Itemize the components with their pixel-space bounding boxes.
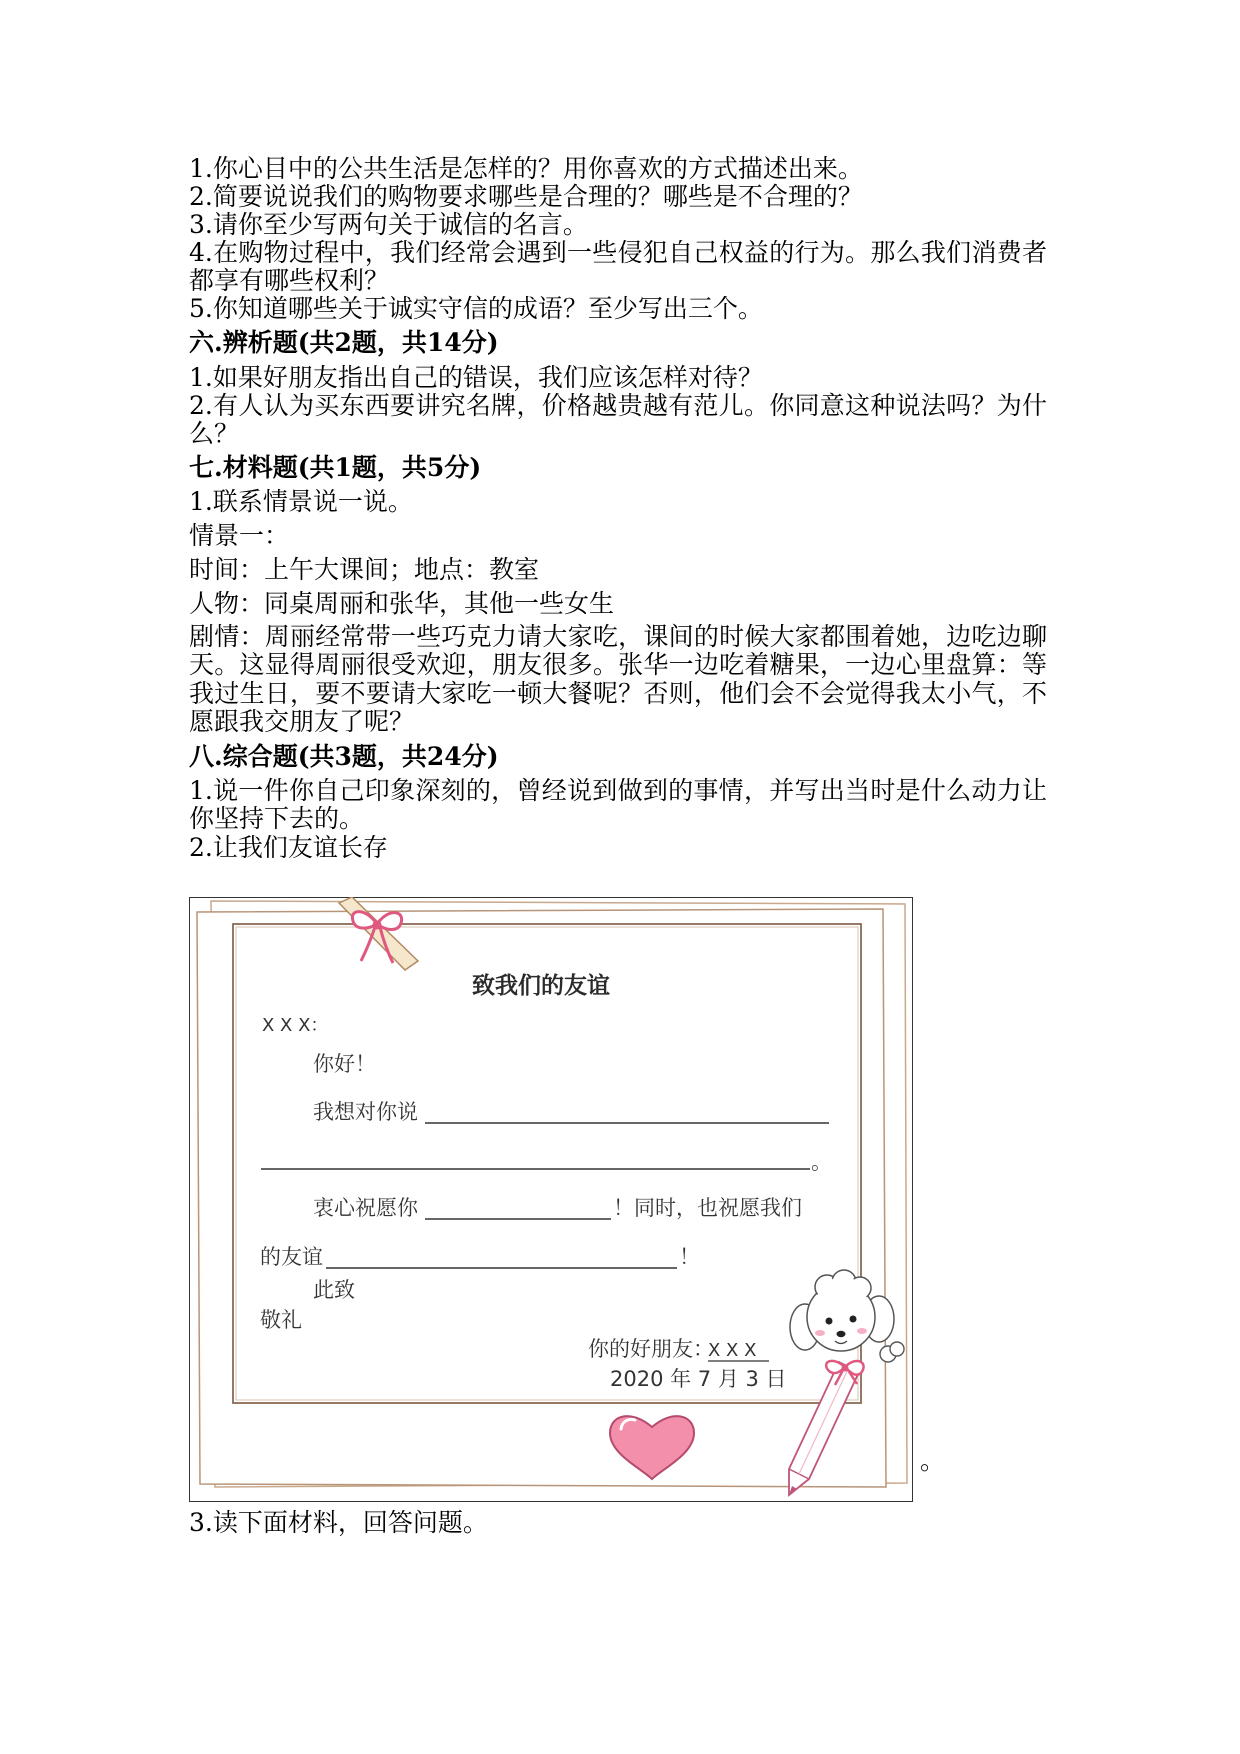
- letter-friendship-prefix: 的友谊: [260, 1245, 323, 1269]
- letter-title: 致我们的友谊: [472, 973, 610, 999]
- after-image-period: 。: [920, 1446, 946, 1475]
- s6-question-1: 1.如果好朋友指出自己的错误，我们应该怎样对待？: [189, 363, 763, 392]
- letter-wish-prefix: 衷心祝愿你: [313, 1196, 418, 1220]
- letter-friendship-end: ！: [679, 1245, 700, 1269]
- s8-question-1-line-2: 你坚持下去的。: [189, 804, 365, 833]
- letter-closing-1: 此致: [313, 1278, 355, 1302]
- letter-signature-label: 你的好朋友：: [588, 1337, 714, 1361]
- s8-question-3: 3.读下面材料，回答问题。: [189, 1508, 488, 1537]
- s5-question-5: 5.你知道哪些关于诚实守信的成语？至少写出三个。: [189, 294, 763, 323]
- s7-scene-plot-line-1: 剧情：周丽经常带一些巧克力请大家吃，课间的时候大家都围着她，边吃边聊: [189, 622, 1047, 651]
- letter-greeting: 你好！: [313, 1052, 376, 1076]
- s6-question-2-line-2: 么？: [189, 419, 240, 448]
- letter-closing-2: 敬礼: [260, 1308, 302, 1332]
- section-8-heading: 八.综合题(共3题，共24分): [189, 742, 499, 771]
- friendship-letter-image: [189, 897, 913, 1502]
- s5-question-4-line-2: 都享有哪些权利？: [189, 266, 390, 295]
- s7-scene-label: 情景一：: [189, 521, 290, 550]
- s5-question-2: 2.简要说说我们的购物要求哪些是合理的？哪些是不合理的？: [189, 182, 863, 211]
- s8-question-2: 2.让我们友谊长存: [189, 833, 388, 862]
- s8-question-1-line-1: 1.说一件你自己印象深刻的，曾经说到做到的事情，并写出当时是什么动力让: [189, 776, 1047, 805]
- letter-wish-suffix: ！同时，也祝愿我们: [613, 1196, 802, 1220]
- s5-question-4-line-1: 4.在购物过程中，我们经常会遇到一些侵犯自己权益的行为。那么我们消费者: [189, 238, 1047, 267]
- s7-question-1: 1.联系情景说一说。: [189, 487, 413, 516]
- s7-scene-people: 人物：同桌周丽和张华，其他一些女生: [189, 589, 615, 618]
- s7-scene-plot-line-4: 愿跟我交朋友了呢？: [189, 707, 415, 736]
- letter-signature-name: X X X: [708, 1340, 757, 1361]
- letter-line1-prefix: 我想对你说: [313, 1100, 418, 1124]
- s7-scene-plot-line-2: 天。这显得周丽很受欢迎，朋友很多。张华一边吃着糖果，一边心里盘算：等: [189, 650, 1047, 679]
- letter-line2-end: 。: [811, 1150, 832, 1174]
- s6-question-2-line-1: 2.有人认为买东西要讲究名牌，价格越贵越有范儿。你同意这种说法吗？为什: [189, 391, 1047, 420]
- s5-question-1: 1.你心目中的公共生活是怎样的？用你喜欢的方式描述出来。: [189, 154, 863, 183]
- s5-question-3: 3.请你至少写两句关于诚信的名言。: [189, 210, 588, 239]
- section-7-heading: 七.材料题(共1题，共5分): [189, 453, 482, 482]
- s7-scene-time: 时间：上午大课间；地点：教室: [189, 555, 540, 584]
- letter-date: 2020 年 7 月 3 日: [610, 1367, 787, 1391]
- s7-scene-plot-line-3: 我过生日，要不要请大家吃一顿大餐呢？否则，他们会不会觉得我太小气，不: [189, 679, 1047, 708]
- letter-salutation: X X X：: [262, 1015, 329, 1036]
- section-6-heading: 六.辨析题(共2题，共14分): [189, 328, 499, 357]
